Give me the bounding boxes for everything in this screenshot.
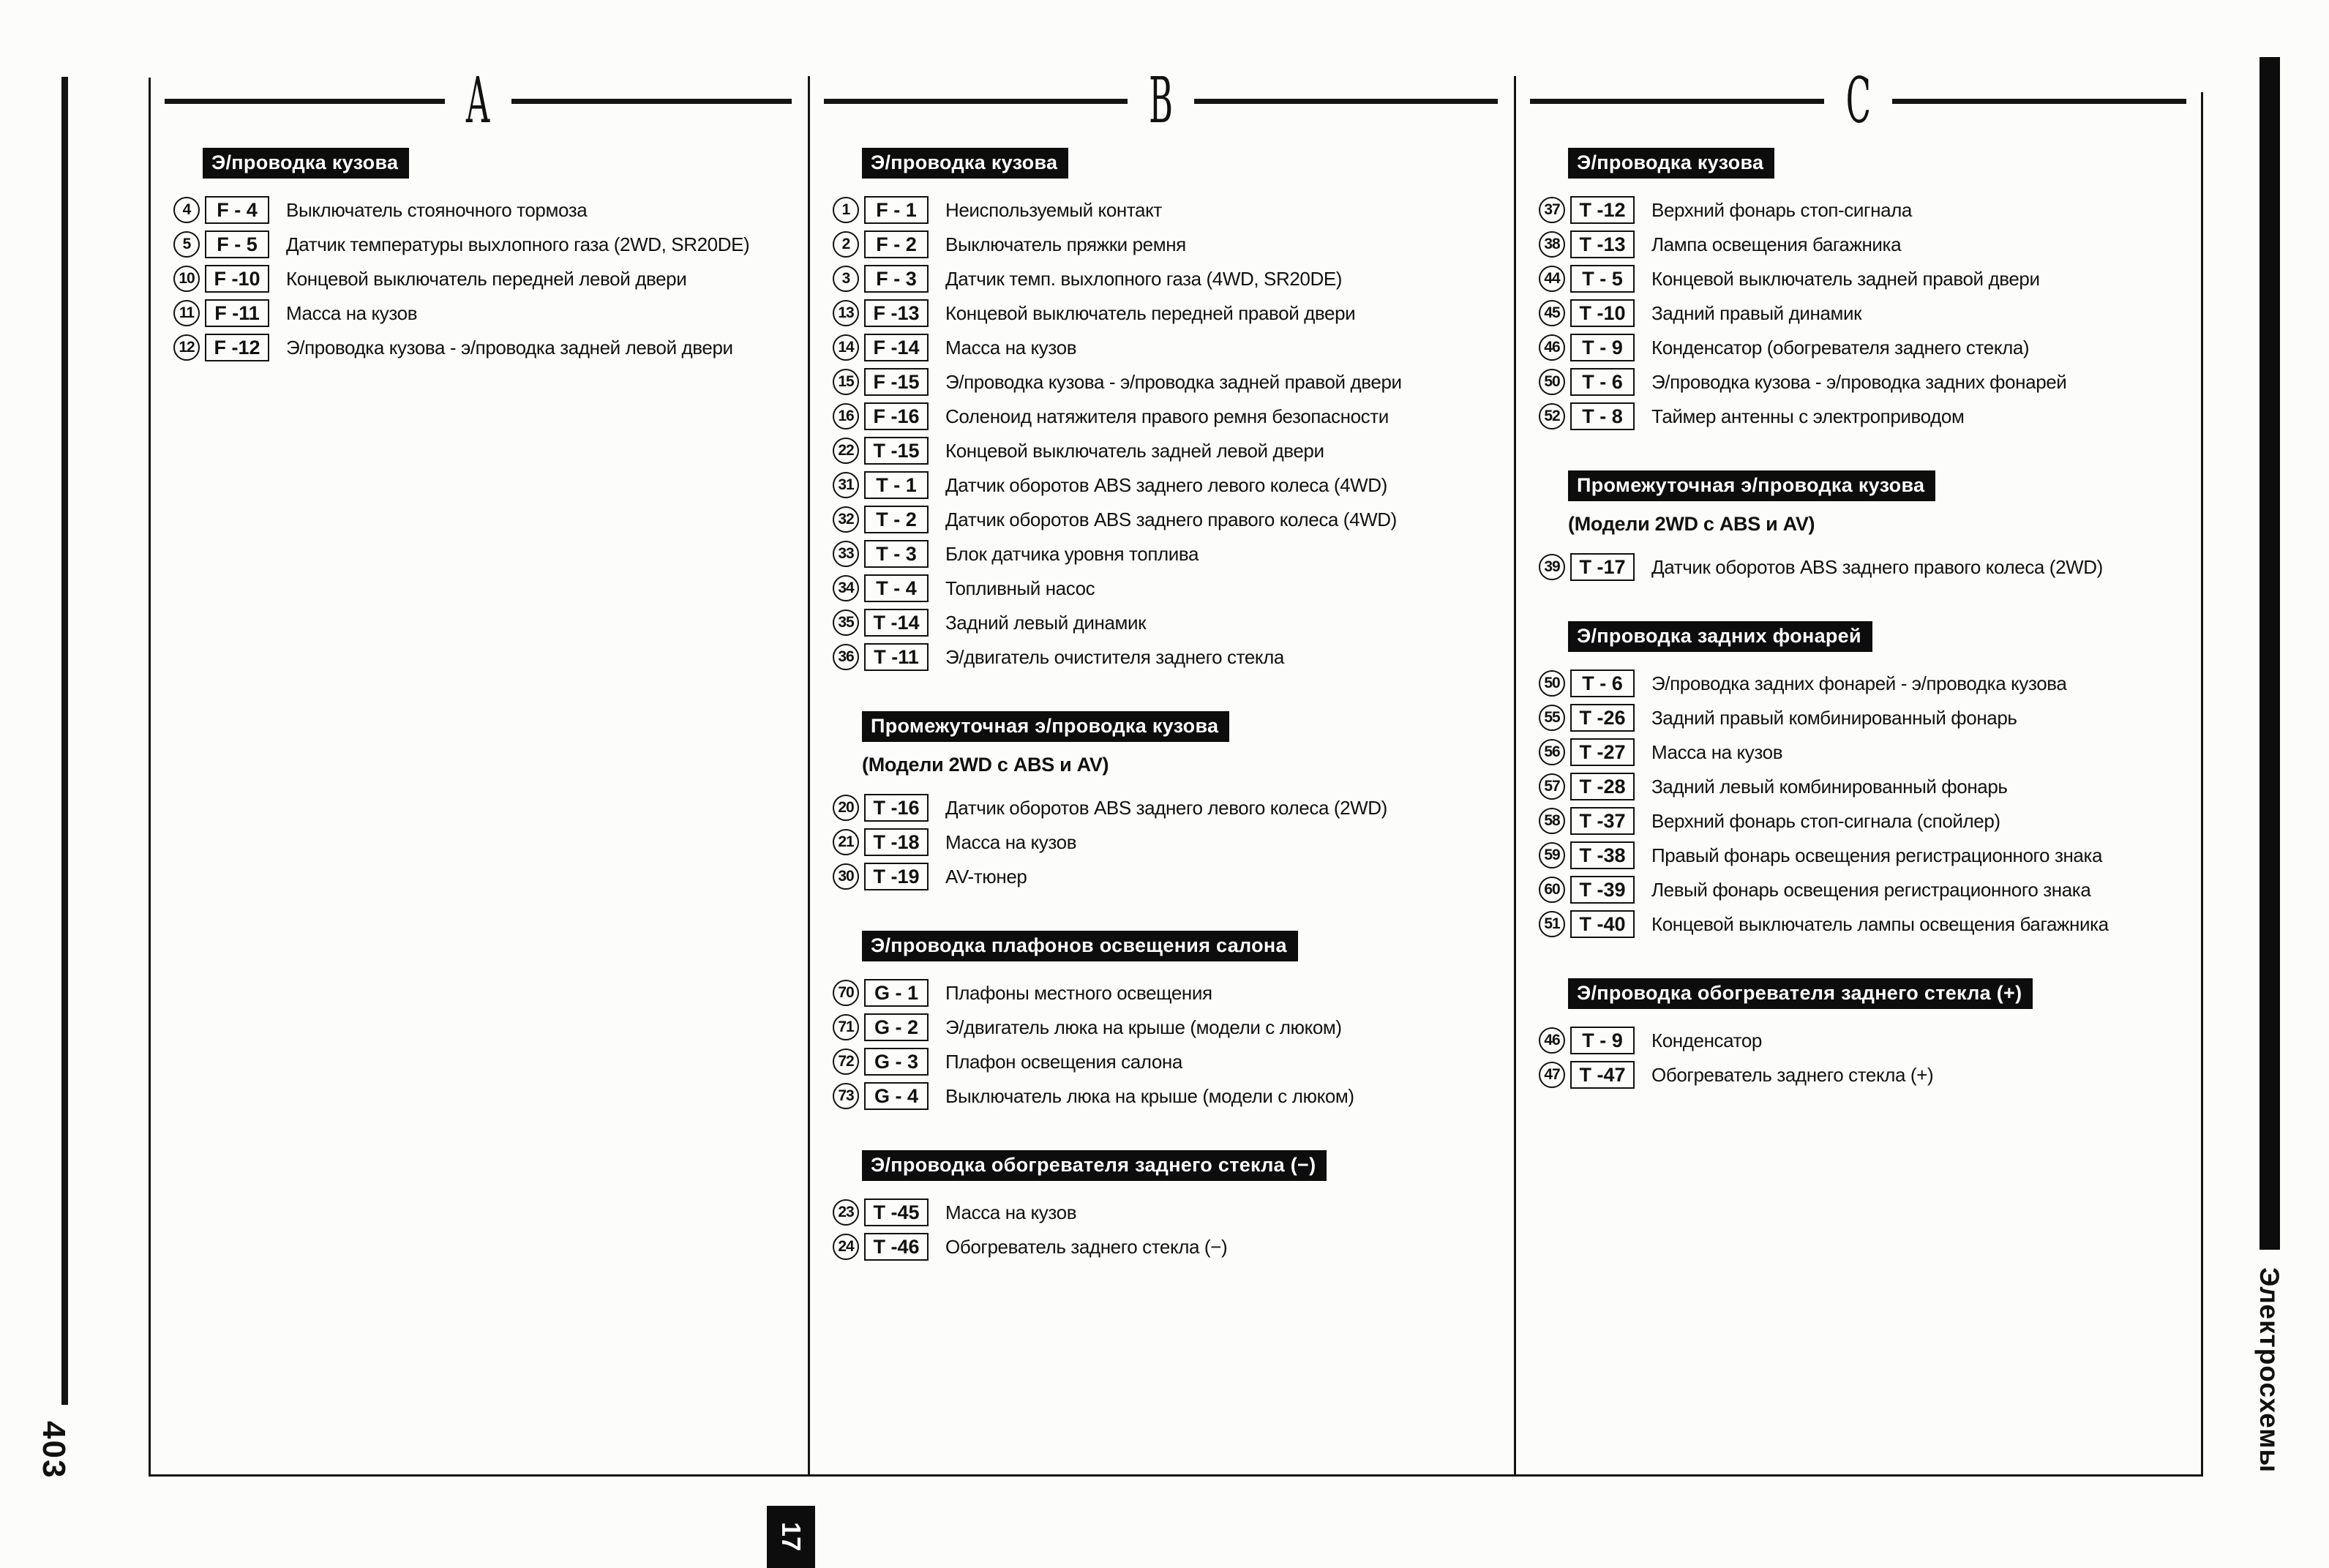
- table-row: [833, 299, 1514, 327]
- row-number-badge: 11: [173, 300, 200, 326]
- row-number-badge: 57: [1539, 773, 1565, 800]
- row-number-badge: 51: [1539, 911, 1565, 937]
- connector-code: T - 2: [864, 506, 929, 533]
- section-header: Э/проводка кузова: [203, 148, 409, 179]
- section-subtitle: (Модели 2WD с ABS и AV): [862, 754, 1109, 776]
- section-subtitle: (Модели 2WD с ABS и AV): [1568, 513, 1815, 535]
- connector-code: T -12: [1570, 196, 1635, 224]
- row-number-badge: 55: [1539, 705, 1565, 731]
- table-row: [1539, 368, 2202, 396]
- row-number-badge: 16: [833, 403, 859, 429]
- row-description: Масса на кузов: [945, 1201, 1077, 1223]
- table-row: [833, 794, 1514, 822]
- row-description: Концевой выключатель передней правой двери: [945, 301, 1356, 324]
- connector-section: [1539, 621, 2202, 938]
- row-description: Датчик темп. выхлопного газа (4WD, SR20DE): [945, 267, 1343, 290]
- connector-code: T -27: [1570, 738, 1635, 766]
- table-row: [173, 299, 808, 327]
- connector-code: T - 1: [864, 471, 929, 499]
- column-c: [1514, 64, 2202, 1477]
- connector-section: [833, 931, 1514, 1110]
- row-number-badge: 46: [1539, 334, 1565, 361]
- table-row: [833, 540, 1514, 568]
- row-description: Правый фонарь освещения регистрационного знака: [1651, 844, 2103, 866]
- table-row: [833, 979, 1514, 1007]
- table-row: [833, 1233, 1514, 1261]
- connector-code: T - 4: [864, 574, 929, 602]
- connector-code: T -40: [1570, 910, 1635, 938]
- row-description: Задний правый комбинированный фонарь: [1651, 706, 2017, 729]
- column-letter: B: [1149, 64, 1173, 138]
- row-description: Концевой выключатель задней левой двери: [945, 439, 1324, 462]
- connector-code: F -12: [205, 334, 269, 361]
- connector-code: T - 5: [1570, 265, 1635, 293]
- row-number-badge: 20: [833, 795, 859, 821]
- row-number-badge: 34: [833, 575, 859, 601]
- connector-code: G - 1: [864, 979, 929, 1007]
- row-number-badge: 21: [833, 829, 859, 855]
- connector-code: F -14: [864, 334, 929, 361]
- row-description: Плафон освещения салона: [945, 1050, 1182, 1073]
- connector-section: [1539, 470, 2202, 581]
- chapter-tab-bar: [2259, 57, 2280, 1250]
- row-number-badge: 44: [1539, 266, 1565, 292]
- row-number-badge: 1: [833, 197, 859, 223]
- table-row: [1539, 265, 2202, 293]
- connector-code: T -46: [864, 1233, 929, 1261]
- table-row: [833, 1048, 1514, 1076]
- table-row: [833, 643, 1514, 671]
- connector-code: T -45: [864, 1198, 929, 1226]
- section-header: Э/проводка кузова: [862, 148, 1068, 179]
- row-description: Масса на кузов: [945, 336, 1077, 359]
- connector-code: F -15: [864, 368, 929, 396]
- row-number-badge: 36: [833, 644, 859, 670]
- row-description: Обогреватель заднего стекла (+): [1651, 1063, 1934, 1086]
- row-description: Датчик температуры выхлопного газа (2WD, SR20DE): [286, 233, 750, 255]
- section-rows: [833, 979, 1514, 1110]
- column-a: [149, 64, 808, 1477]
- table-row: [833, 402, 1514, 430]
- section-header: Э/проводка обогревателя заднего стекла (−): [862, 1150, 1327, 1181]
- connector-code: F - 3: [864, 265, 929, 293]
- section-header: Э/проводка кузова: [1568, 148, 1774, 179]
- row-description: Э/проводка кузова - э/проводка задних фонарей: [1651, 370, 2067, 393]
- table-row: [1539, 738, 2202, 766]
- row-description: Блок датчика уровня топлива: [945, 542, 1199, 565]
- table-row: [1539, 299, 2202, 327]
- row-description: Конденсатор (обогревателя заднего стекла): [1651, 336, 2030, 359]
- row-description: Э/проводка кузова - э/проводка задней правой двери: [945, 370, 1402, 393]
- table-row: [833, 1013, 1514, 1041]
- row-description: Левый фонарь освещения регистрационного знака: [1651, 878, 2091, 901]
- row-number-badge: 32: [833, 506, 859, 533]
- row-number-badge: 47: [1539, 1062, 1565, 1088]
- section-header: Э/проводка обогревателя заднего стекла (+): [1568, 978, 2033, 1009]
- table-row: [1539, 773, 2202, 800]
- connector-code: T -19: [864, 863, 929, 890]
- section-rows: [1539, 669, 2202, 938]
- connector-code: F -10: [205, 265, 269, 293]
- connector-code: T -16: [864, 794, 929, 822]
- table-row: [1539, 402, 2202, 430]
- row-description: Верхний фонарь стоп-сигнала: [1651, 198, 1912, 221]
- connector-code: F -11: [205, 299, 269, 327]
- table-row: [1539, 196, 2202, 224]
- row-number-badge: 50: [1539, 670, 1565, 697]
- table-row: [173, 265, 808, 293]
- table-row: [833, 196, 1514, 224]
- row-description: Лампа освещения багажника: [1651, 233, 1902, 255]
- section-tab-number: 17: [776, 1522, 806, 1552]
- section-rows: [1539, 553, 2202, 581]
- row-description: Датчик оборотов ABS заднего левого колеса (2WD): [945, 796, 1387, 819]
- section-header: Промежуточная э/проводка кузова: [862, 711, 1229, 742]
- connector-code: T -47: [1570, 1061, 1635, 1089]
- connector-code: T - 8: [1570, 402, 1635, 430]
- table-row: [833, 574, 1514, 602]
- row-description: Плафоны местного освещения: [945, 981, 1212, 1004]
- section-header: Э/проводка плафонов освещения салона: [862, 931, 1298, 961]
- table-row: [833, 368, 1514, 396]
- row-number-badge: 59: [1539, 842, 1565, 869]
- connector-code: G - 4: [864, 1082, 929, 1110]
- connector-code: T - 6: [1570, 669, 1635, 697]
- row-number-badge: 30: [833, 863, 859, 890]
- row-number-badge: 70: [833, 980, 859, 1006]
- row-description: Конденсатор: [1651, 1029, 1762, 1051]
- table-row: [1539, 553, 2202, 581]
- connector-code: T - 6: [1570, 368, 1635, 396]
- row-number-badge: 72: [833, 1049, 859, 1075]
- row-description: Э/двигатель люка на крыше (модели с люком): [945, 1016, 1342, 1038]
- section-rows: [1539, 1027, 2202, 1089]
- row-number-badge: 60: [1539, 877, 1565, 903]
- row-description: Концевой выключатель задней правой двери: [1651, 267, 2040, 290]
- connector-code: T - 9: [1570, 1027, 1635, 1054]
- connector-section: [1539, 148, 2202, 430]
- row-number-badge: 22: [833, 438, 859, 464]
- connector-code: F - 4: [205, 196, 269, 224]
- column-content: [1539, 101, 2202, 1089]
- connector-code: F -13: [864, 299, 929, 327]
- table-row: [173, 334, 808, 361]
- row-number-badge: 71: [833, 1014, 859, 1040]
- table-row: [833, 437, 1514, 465]
- row-description: Масса на кузов: [945, 830, 1077, 853]
- row-description: Задний левый динамик: [945, 611, 1147, 634]
- row-number-badge: 12: [173, 334, 200, 361]
- connector-code: T - 9: [1570, 334, 1635, 361]
- row-number-badge: 13: [833, 300, 859, 326]
- row-description: Масса на кузов: [1651, 740, 1783, 763]
- connector-code: T -10: [1570, 299, 1635, 327]
- table-row: [833, 1198, 1514, 1226]
- column-letter: C: [1845, 64, 1871, 138]
- table-row: [1539, 910, 2202, 938]
- connector-section: [833, 148, 1514, 671]
- table-row: [833, 863, 1514, 890]
- connector-code: T -14: [864, 609, 929, 637]
- connector-code: T -38: [1570, 841, 1635, 869]
- row-number-badge: 14: [833, 334, 859, 361]
- table-row: [1539, 669, 2202, 697]
- row-description: Задний правый динамик: [1651, 301, 1862, 324]
- connector-index: [149, 64, 2202, 1477]
- row-number-badge: 35: [833, 609, 859, 636]
- connector-code: T -17: [1570, 553, 1635, 581]
- connector-code: T -11: [864, 643, 929, 671]
- table-row: [173, 230, 808, 258]
- table-row: [1539, 704, 2202, 732]
- table-row: [173, 196, 808, 224]
- row-number-badge: 58: [1539, 808, 1565, 834]
- table-row: [1539, 841, 2202, 869]
- connector-section: [173, 148, 808, 361]
- connector-code: T -26: [1570, 704, 1635, 732]
- table-row: [1539, 1027, 2202, 1054]
- connector-code: T - 3: [864, 540, 929, 568]
- column-content: [173, 101, 808, 361]
- table-row: [1539, 1061, 2202, 1089]
- table-row: [833, 230, 1514, 258]
- row-description: AV-тюнер: [945, 865, 1027, 888]
- row-number-badge: 31: [833, 472, 859, 498]
- row-description: Верхний фонарь стоп-сигнала (спойлер): [1651, 809, 2000, 832]
- connector-code: T -13: [1570, 230, 1635, 258]
- row-description: Выключатель пряжки ремня: [945, 233, 1186, 255]
- row-number-badge: 50: [1539, 369, 1565, 395]
- row-number-badge: 38: [1539, 231, 1565, 258]
- row-description: Датчик оборотов ABS заднего правого колеса (4WD): [945, 508, 1397, 530]
- row-description: Датчик оборотов ABS заднего левого колеса (4WD): [945, 473, 1387, 496]
- connector-code: G - 2: [864, 1013, 929, 1041]
- section-rows: [1539, 196, 2202, 430]
- section-rows: [833, 794, 1514, 890]
- row-number-badge: 4: [173, 197, 200, 223]
- connector-code: T -39: [1570, 876, 1635, 904]
- section-header: Э/проводка задних фонарей: [1568, 621, 1872, 652]
- section-tab: [767, 1506, 815, 1568]
- connector-code: F -16: [864, 402, 929, 430]
- row-description: Неиспользуемый контакт: [945, 198, 1162, 221]
- connector-code: T -28: [1570, 773, 1635, 800]
- row-number-badge: 5: [173, 231, 200, 258]
- row-number-badge: 2: [833, 231, 859, 258]
- connector-section: [1539, 978, 2202, 1089]
- row-description: Задний левый комбинированный фонарь: [1651, 775, 2008, 798]
- table-row: [1539, 807, 2202, 835]
- row-description: Концевой выключатель передней левой двери: [286, 267, 687, 290]
- row-description: Топливный насос: [945, 577, 1095, 599]
- row-description: Выключатель люка на крыше (модели с люком): [945, 1084, 1354, 1107]
- row-description: Таймер антенны с электроприводом: [1651, 405, 1965, 427]
- chapter-tab-label: Электросхемы: [2254, 1267, 2284, 1474]
- table-row: [833, 828, 1514, 856]
- section-rows: [833, 1198, 1514, 1261]
- row-number-badge: 39: [1539, 554, 1565, 580]
- table-row: [1539, 334, 2202, 361]
- row-description: Выключатель стояночного тормоза: [286, 198, 588, 221]
- row-number-badge: 23: [833, 1199, 859, 1226]
- row-number-badge: 15: [833, 369, 859, 395]
- connector-section: [833, 1150, 1514, 1261]
- row-description: Э/проводка задних фонарей - э/проводка кузова: [1651, 672, 2067, 694]
- row-number-badge: 37: [1539, 197, 1565, 223]
- connector-code: G - 3: [864, 1048, 929, 1076]
- row-description: Э/двигатель очистителя заднего стекла: [945, 645, 1284, 668]
- table-row: [833, 334, 1514, 361]
- section-header: Промежуточная э/проводка кузова: [1568, 470, 1935, 501]
- column-letter: A: [466, 64, 490, 138]
- row-number-badge: 3: [833, 266, 859, 292]
- connector-code: F - 1: [864, 196, 929, 224]
- connector-code: F - 5: [205, 230, 269, 258]
- row-number-badge: 56: [1539, 739, 1565, 765]
- row-number-badge: 73: [833, 1083, 859, 1109]
- connector-code: F - 2: [864, 230, 929, 258]
- left-margin-rule: [61, 77, 68, 1405]
- table-row: [833, 265, 1514, 293]
- row-number-badge: 52: [1539, 403, 1565, 429]
- row-description: Концевой выключатель лампы освещения багажника: [1651, 912, 2109, 935]
- section-rows: [173, 196, 808, 361]
- table-row: [833, 506, 1514, 533]
- column-content: [833, 101, 1514, 1261]
- row-description: Э/проводка кузова - э/проводка задней левой двери: [286, 336, 733, 359]
- table-row: [1539, 876, 2202, 904]
- row-number-badge: 45: [1539, 300, 1565, 326]
- row-number-badge: 10: [173, 266, 200, 292]
- connector-code: T -18: [864, 828, 929, 856]
- connector-code: T -15: [864, 437, 929, 465]
- row-description: Масса на кузов: [286, 301, 418, 324]
- row-number-badge: 46: [1539, 1027, 1565, 1054]
- row-description: Соленоид натяжителя правого ремня безопасности: [945, 405, 1389, 427]
- table-row: [833, 471, 1514, 499]
- row-description: Обогреватель заднего стекла (−): [945, 1235, 1228, 1258]
- section-rows: [833, 196, 1514, 671]
- page-number: 403: [36, 1421, 72, 1479]
- table-row: [833, 609, 1514, 637]
- table-row: [1539, 230, 2202, 258]
- row-number-badge: 33: [833, 541, 859, 567]
- column-b: [808, 64, 1514, 1477]
- table-row: [833, 1082, 1514, 1110]
- row-number-badge: 24: [833, 1234, 859, 1260]
- row-description: Датчик оборотов ABS заднего правого колеса (2WD): [1651, 555, 2103, 578]
- connector-section: [833, 711, 1514, 890]
- connector-code: T -37: [1570, 807, 1635, 835]
